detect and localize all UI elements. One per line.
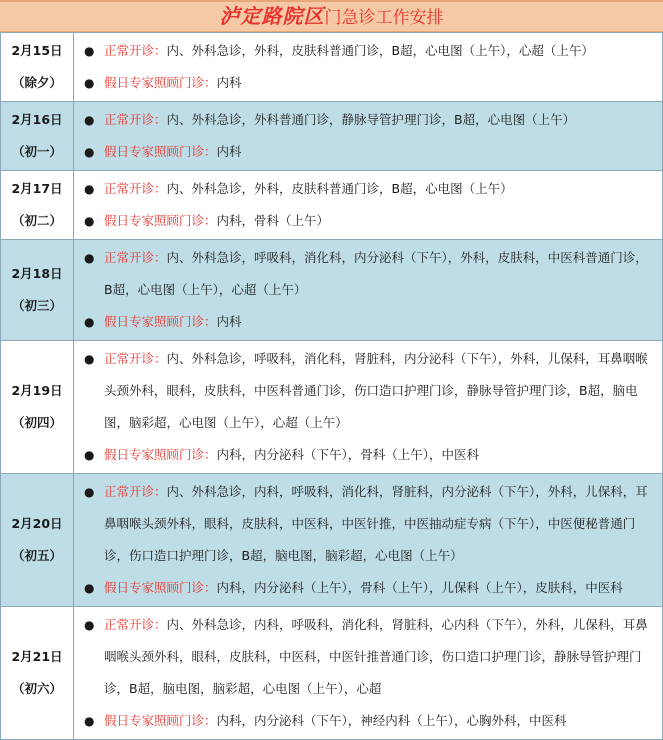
services-cell xyxy=(74,102,663,171)
schedule-row xyxy=(1,33,663,102)
date-cell xyxy=(1,607,74,740)
date-sub-label: （初四） xyxy=(11,415,62,430)
normal-text: 内、外科急诊，外科，皮肤科普通门诊，B超，心电图（上午），心超（上午） xyxy=(166,43,594,58)
title-campus: 泸定路院区 xyxy=(219,4,325,28)
normal-services xyxy=(80,35,656,67)
schedule-row xyxy=(1,102,663,171)
date-label: 2月16日 xyxy=(11,112,63,127)
date-cell xyxy=(1,341,74,474)
date-sub-label: （除夕） xyxy=(11,75,62,90)
normal-text: 内、外科急诊，呼吸科，消化科，内分泌科（下午），外科，皮肤科，中医科普通门诊，B超，心电图（上午），心超（上午） xyxy=(104,250,648,297)
date-cell xyxy=(1,474,74,607)
holiday-label: 假日专家照顾门诊： xyxy=(104,314,217,329)
normal-label: 正常开诊： xyxy=(104,112,167,127)
schedule-row xyxy=(1,240,663,341)
services-cell xyxy=(74,171,663,240)
holiday-text: 内科 xyxy=(216,144,242,159)
services-cell xyxy=(74,240,663,341)
normal-text: 内、外科急诊，内科，呼吸科，消化科，肾脏科，心内科（下午），外科，儿保科，耳鼻咽喉头颈外科，眼科，皮肤科，中医科，中医针推普通门诊，伤口造口护理门诊，静脉导管护理门诊，B超，脑电图，脑彩超，心电图（上午），心超 xyxy=(104,617,648,696)
normal-label: 正常开诊： xyxy=(104,181,167,196)
bullet-icon: ● xyxy=(84,145,95,159)
holiday-text: 内科 xyxy=(216,314,242,329)
normal-services xyxy=(80,476,656,572)
date-cell xyxy=(1,171,74,240)
holiday-text: 内科，内分泌科（上午），骨科（上午），儿保科（上午），皮肤科，中医科 xyxy=(216,580,623,595)
holiday-text: 内科，内分泌科（下午），神经内科（上午），心胸外科，中医科 xyxy=(216,713,567,728)
services-cell xyxy=(74,33,663,102)
holiday-text: 内科，内分泌科（下午），骨科（上午），中医科 xyxy=(216,447,480,462)
date-label: 2月17日 xyxy=(11,181,63,196)
normal-text: 内、外科急诊，外科普通门诊，静脉导管护理门诊，B超，心电图（上午） xyxy=(166,112,576,127)
bullet-icon: ● xyxy=(84,485,95,499)
holiday-label: 假日专家照顾门诊： xyxy=(104,144,217,159)
holiday-services xyxy=(80,306,656,338)
bullet-icon: ● xyxy=(84,251,95,265)
bullet-icon: ● xyxy=(84,448,95,462)
holiday-services xyxy=(80,136,656,168)
bullet-icon: ● xyxy=(84,182,95,196)
schedule-row xyxy=(1,607,663,740)
holiday-services xyxy=(80,705,656,737)
normal-services xyxy=(80,104,656,136)
normal-label: 正常开诊： xyxy=(104,484,167,499)
bullet-icon: ● xyxy=(84,714,95,728)
date-label: 2月18日 xyxy=(11,266,63,281)
normal-label: 正常开诊： xyxy=(104,250,167,265)
holiday-services xyxy=(80,572,656,604)
normal-text: 内、外科急诊，内科，呼吸科，消化科，肾脏科，内分泌科（下午），外科，儿保科，耳鼻咽喉头颈外科，眼科，皮肤科，中医科，中医针推，中医抽动症专病（下午），中医便秘普通门诊，伤口造口护理门诊，B超，脑电图，脑彩超，心电图（上午） xyxy=(104,484,648,563)
normal-services xyxy=(80,343,656,439)
holiday-services xyxy=(80,205,656,237)
bullet-icon: ● xyxy=(84,214,95,228)
date-cell xyxy=(1,102,74,171)
normal-services xyxy=(80,173,656,205)
holiday-label: 假日专家照顾门诊： xyxy=(104,447,217,462)
schedule-row xyxy=(1,341,663,474)
services-cell xyxy=(74,341,663,474)
services-cell xyxy=(74,607,663,740)
date-label: 2月20日 xyxy=(11,516,63,531)
holiday-text: 内科 xyxy=(216,75,242,90)
bullet-icon: ● xyxy=(84,352,95,366)
normal-text: 内、外科急诊，呼吸科，消化科，肾脏科，内分泌科（下午），外科，儿保科，耳鼻咽喉头颈外科，眼科，皮肤科，中医科普通门诊，伤口造口护理门诊，静脉导管护理门诊，B超，脑电图，脑彩超，心电图（上午），心超（上午） xyxy=(104,351,648,430)
bullet-icon: ● xyxy=(84,113,95,127)
holiday-label: 假日专家照顾门诊： xyxy=(104,713,217,728)
date-cell xyxy=(1,240,74,341)
holiday-services xyxy=(80,67,656,99)
schedule-row xyxy=(1,171,663,240)
holiday-services xyxy=(80,439,656,471)
bullet-icon: ● xyxy=(84,315,95,329)
date-sub-label: （初三） xyxy=(11,298,62,313)
date-sub-label: （初五） xyxy=(11,548,62,563)
services-cell xyxy=(74,474,663,607)
holiday-text: 内科，骨科（上午） xyxy=(216,213,330,228)
date-cell xyxy=(1,33,74,102)
normal-services xyxy=(80,242,656,306)
normal-label: 正常开诊： xyxy=(104,43,167,58)
date-label: 2月21日 xyxy=(11,649,63,664)
date-sub-label: （初六） xyxy=(11,681,62,696)
schedule-table xyxy=(0,32,663,740)
holiday-label: 假日专家照顾门诊： xyxy=(104,580,217,595)
title-rest: 门急诊工作安排 xyxy=(324,8,444,28)
holiday-label: 假日专家照顾门诊： xyxy=(104,213,217,228)
schedule-row xyxy=(1,474,663,607)
bullet-icon: ● xyxy=(84,44,95,58)
normal-label: 正常开诊： xyxy=(104,617,167,632)
normal-label: 正常开诊： xyxy=(104,351,167,366)
holiday-label: 假日专家照顾门诊： xyxy=(104,75,217,90)
normal-services xyxy=(80,609,656,705)
date-sub-label: （初二） xyxy=(11,213,62,228)
date-sub-label: （初一） xyxy=(11,144,62,159)
page-title xyxy=(0,0,663,32)
bullet-icon: ● xyxy=(84,76,95,90)
date-label: 2月15日 xyxy=(11,43,63,58)
bullet-icon: ● xyxy=(84,581,95,595)
normal-text: 内、外科急诊，外科，皮肤科普通门诊，B超，心电图（上午） xyxy=(166,181,513,196)
date-label: 2月19日 xyxy=(11,383,63,398)
bullet-icon: ● xyxy=(84,618,95,632)
